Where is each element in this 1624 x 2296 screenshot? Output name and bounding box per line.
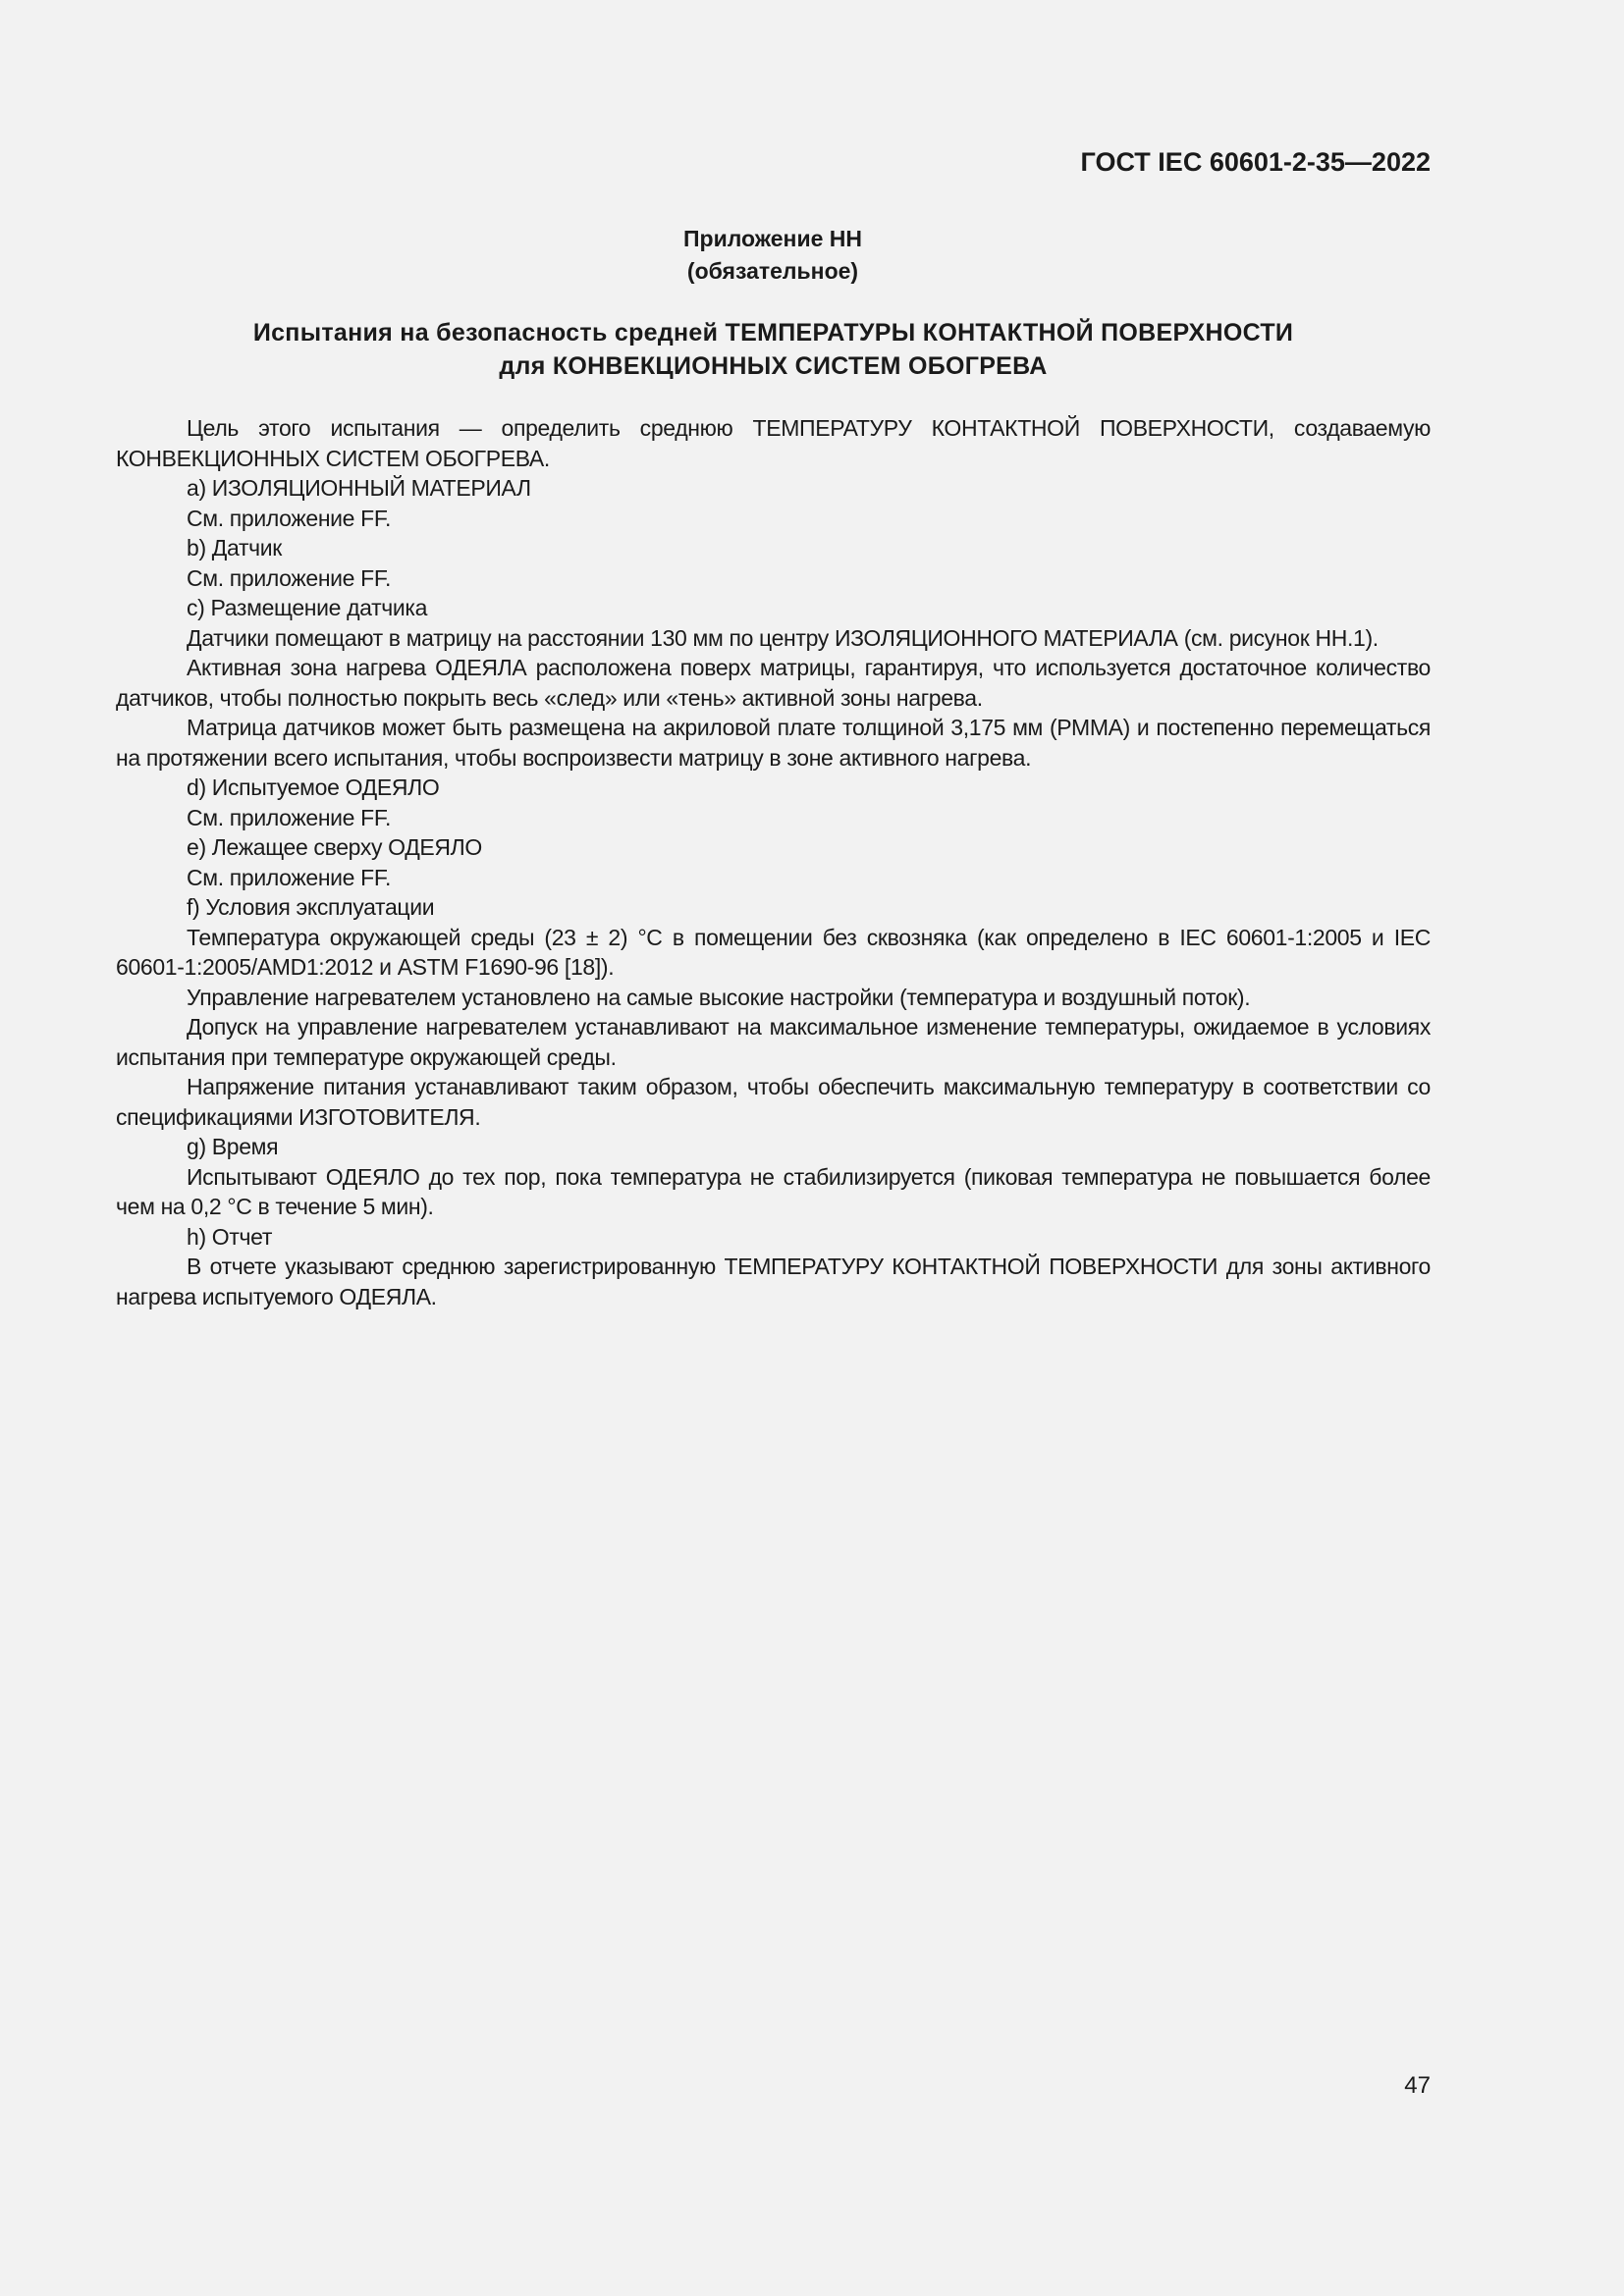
paragraph: c) Размещение датчика — [187, 595, 428, 620]
page-number: 47 — [1404, 2072, 1431, 2099]
paragraph: Допуск на управление нагревателем устанавливают на максимальное изменение температуры, ожидаемое в условиях испытания при температуре окружающей среды. — [116, 1014, 1431, 1070]
paragraph: Напряжение питания устанавливают таким образом, чтобы обеспечить максимальную температуру в соответствии со спецификациями ИЗГОТОВИТЕЛЯ. — [116, 1074, 1431, 1130]
paragraph: См. приложение FF. — [187, 564, 392, 591]
paragraph: Матрица датчиков может быть размещена на акриловой плате толщиной 3,175 мм (РММА) и постепенно перемещаться на протяжении всего испытания, чтобы воспроизвести матрицу в зоне активного нагрева. — [116, 715, 1431, 771]
paragraph: Испытывают ОДЕЯЛО до тех пор, пока температура не стабилизируется (пиковая температура не повышается более чем на 0,2 °С в течение 5 мин). — [116, 1163, 1431, 1219]
body-text — [116, 413, 1431, 1311]
annex-status: (обязательное) — [686, 258, 859, 284]
paragraph: Температура окружающей среды (23 ± 2) °С в помещении без сквозняка (как определено в IEC 60601-1:2005 и IEC 60601-1:2005/AMD1:2012 и ASTM F1690-96 [18]). — [116, 924, 1431, 980]
paragraph: В отчете указывают среднюю зарегистрированную ТЕМПЕРАТУРУ КОНТАКТНОЙ ПОВЕРХНОСТИ для зоны активного нагрева испытуемого ОДЕЯЛА. — [116, 1254, 1431, 1309]
paragraph: g) Время — [187, 1134, 279, 1159]
standard-designation: ГОСТ IEC 60601-2-35—2022 — [1080, 147, 1431, 177]
paragraph: См. приложение FF. — [187, 505, 392, 531]
paragraph: См. приложение FF. — [187, 864, 392, 890]
paragraph: b) Датчик — [187, 535, 282, 561]
paragraph: e) Лежащее сверху ОДЕЯЛО — [187, 834, 482, 860]
annex-heading — [0, 223, 1545, 288]
paragraph: f) Условия эксплуатации — [187, 894, 435, 920]
section-title-line: Испытания на безопасность средней ТЕМПЕРАТУРЫ КОНТАКТНОЙ ПОВЕРХНОСТИ — [252, 319, 1294, 347]
annex-title: Приложение НН — [682, 226, 862, 251]
paragraph: d) Испытуемое ОДЕЯЛО — [187, 774, 440, 800]
paragraph: Управление нагревателем установлено на самые высокие настройки (температура и воздушный поток). — [187, 984, 1251, 1010]
paragraph: Датчики помещают в матрицу на расстоянии 130 мм по центру ИЗОЛЯЦИОННОГО МАТЕРИАЛА (см. рисунок НН.1). — [187, 624, 1379, 651]
paragraph: h) Отчет — [187, 1223, 273, 1250]
paragraph: Цель этого испытания — определить среднюю ТЕМПЕРАТУРУ КОНТАКТНОЙ ПОВЕРХНОСТИ, создаваемую КОНВЕКЦИОННЫХ СИСТЕМ ОБОГРЕВА. — [116, 415, 1431, 471]
section-title-line: для КОНВЕКЦИОННЫХ СИСТЕМ ОБОГРЕВА — [499, 352, 1048, 380]
paragraph: См. приложение FF. — [187, 804, 392, 830]
paragraph: Активная зона нагрева ОДЕЯЛА расположена поверх матрицы, гарантируя, что используется достаточное количество датчиков, чтобы полностью покрыть весь «след» или «тень» активной зоны нагрева. — [116, 655, 1431, 711]
paragraph: a) ИЗОЛЯЦИОННЫЙ МАТЕРИАЛ — [187, 475, 531, 501]
section-title — [116, 316, 1431, 383]
